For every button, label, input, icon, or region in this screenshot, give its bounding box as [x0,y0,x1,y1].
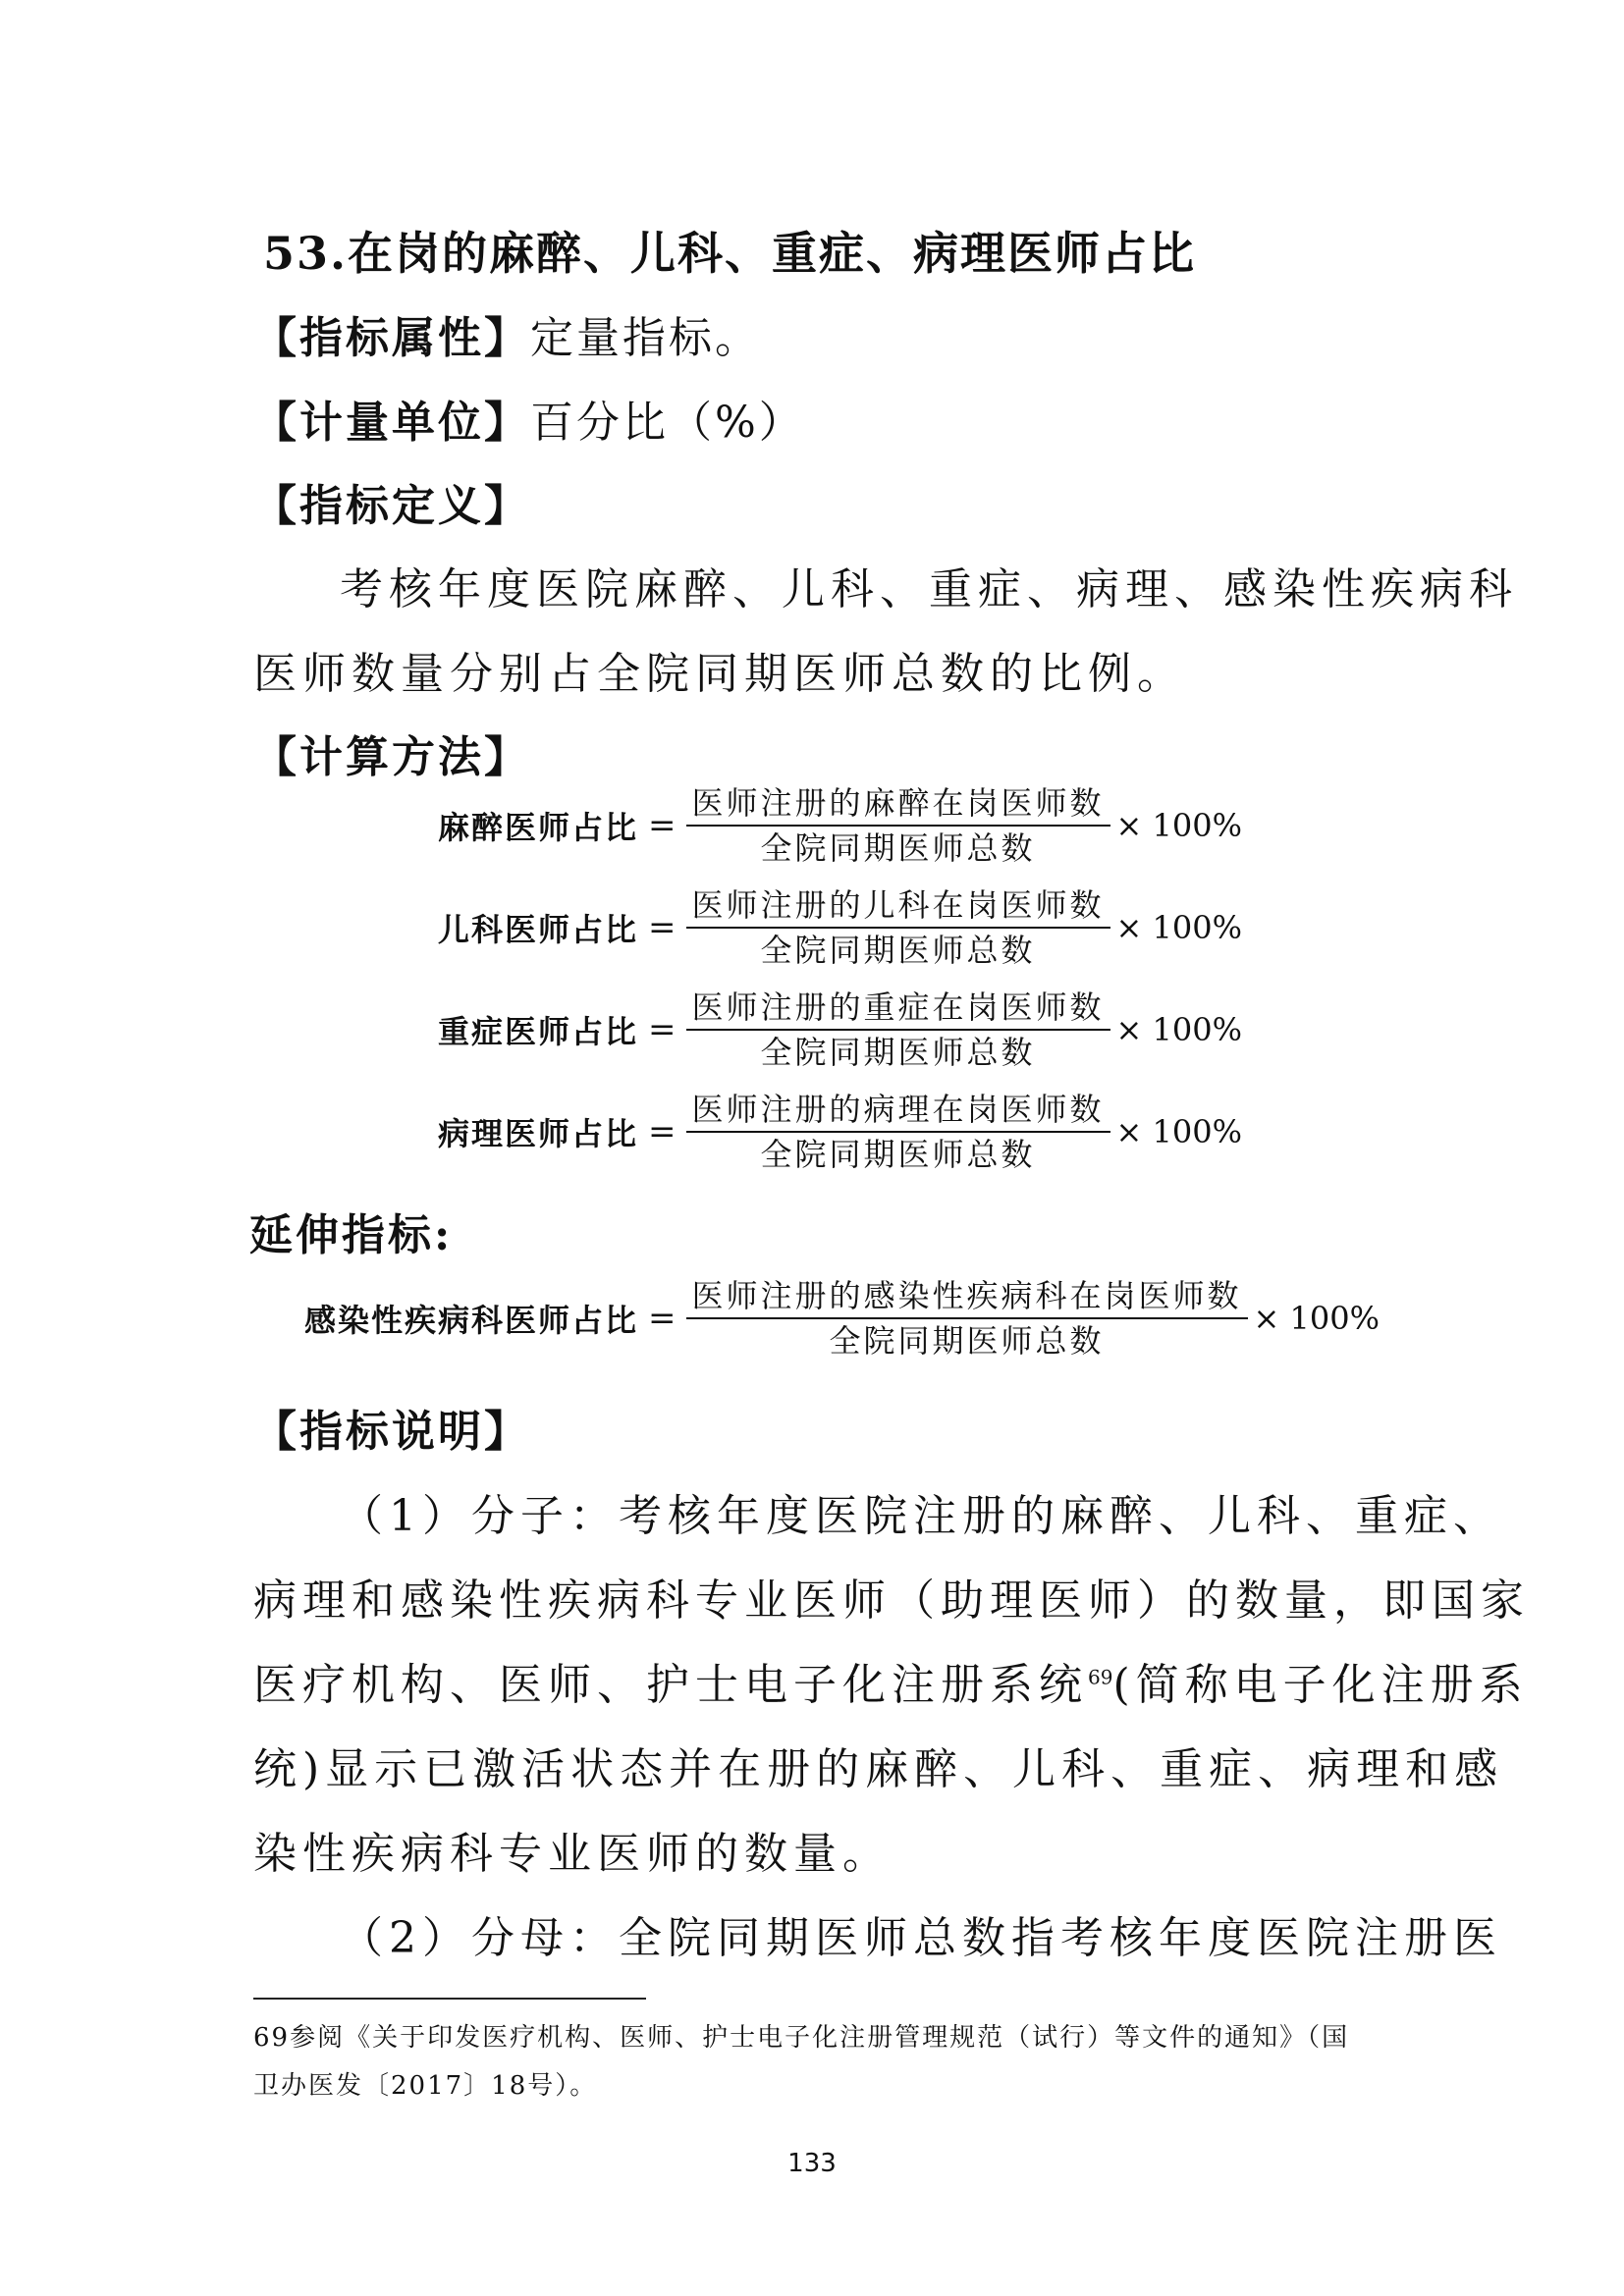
fraction [686,883,1110,972]
definition-line-1: 考核年度医院麻醉、儿科、重症、病理、感染性疾病科 [340,564,1518,614]
multiplier: × 100% [1115,1011,1242,1048]
footnote-line-1: 69参阅《关于印发医疗机构、医师、护士电子化注册管理规范（试行）等文件的通知》（国 [253,2023,1350,2053]
equals-sign: = [648,806,677,845]
fraction-denominator: 全院同期医师总数 [760,829,1036,867]
fraction-numerator: 医师注册的病理在岗医师数 [686,1088,1110,1133]
field-attribute [253,302,761,365]
fraction-numerator: 医师注册的感染性疾病科在岗医师数 [686,1274,1248,1319]
equals-sign: = [648,1112,677,1151]
fraction-denominator: 全院同期医师总数 [760,1034,1036,1071]
fraction-numerator: 医师注册的儿科在岗医师数 [686,883,1110,929]
fraction [686,1274,1248,1362]
fraction [686,781,1110,870]
attribute-value: 定量指标。 [530,313,761,363]
fraction [686,1088,1110,1176]
notes-text: 医疗机构、医师、护士电子化注册系统 [253,1660,1088,1710]
formula-pediatrics [438,883,1242,972]
field-definition [253,470,530,533]
multiplier: × 100% [1253,1300,1380,1337]
equals-sign: = [648,1299,677,1338]
unit-value: 百分比（%） [530,398,805,448]
formula-label: 感染性疾病科医师占比 [304,1302,639,1339]
notes-label: 【指标说明】 [253,1407,530,1457]
equals-sign: = [648,908,677,947]
formula-label: 儿科医师占比 [438,911,639,948]
fraction-denominator: 全院同期医师总数 [760,932,1036,969]
method-label: 【计算方法】 [253,732,530,782]
footnote-divider [253,1998,646,2000]
notes-p2-line-1: （2）分母：全院同期医师总数指考核年度医院注册医 [340,1913,1502,1963]
multiplier: × 100% [1115,909,1242,946]
unit-label: 【计量单位】 [253,398,530,448]
section-title: 53.在岗的麻醉、儿科、重症、病理医师占比 [263,227,1197,280]
formula-critical-care [438,986,1242,1074]
fraction-denominator: 全院同期医师总数 [760,1136,1036,1173]
multiplier: × 100% [1115,807,1242,844]
field-unit [253,387,805,450]
formula-label: 病理医师占比 [438,1115,639,1152]
footnote-line-2: 卫办医发〔2017〕18号）。 [253,2071,598,2101]
notes-p1-line-3 [253,1649,1529,1712]
notes-text: (简称电子化注册系 [1112,1660,1529,1710]
notes-p1-line-2: 病理和感染性疾病科专业医师（助理医师）的数量，即国家 [253,1575,1530,1626]
fraction-numerator: 医师注册的麻醉在岗医师数 [686,781,1110,827]
page-number: 133 [787,2149,837,2178]
extension-heading: 延伸指标: [249,1210,454,1260]
equals-sign: = [648,1010,677,1049]
attribute-label: 【指标属性】 [253,313,530,363]
notes-p1-line-1: （1）分子：考核年度医院注册的麻醉、儿科、重症、 [340,1491,1502,1541]
footnote-reference[interactable]: 69 [1088,1665,1113,1689]
fraction-numerator: 医师注册的重症在岗医师数 [686,986,1110,1031]
notes-p1-line-4: 统)显示已激活状态并在册的麻醉、儿科、重症、病理和感 [253,1744,1504,1794]
definition-line-2: 医师数量分别占全院同期医师总数的比例。 [253,649,1186,699]
formula-label: 重症医师占比 [438,1013,639,1050]
fraction-denominator: 全院同期医师总数 [829,1322,1105,1360]
formula-anesthesia [438,781,1242,870]
definition-label: 【指标定义】 [253,481,530,531]
fraction [686,986,1110,1074]
formula-pathology [438,1088,1242,1176]
formula-infectious-disease [304,1274,1380,1362]
multiplier: × 100% [1115,1113,1242,1150]
field-notes [253,1396,530,1459]
formula-label: 麻醉医师占比 [438,809,639,846]
notes-p1-line-5: 染性疾病科专业医师的数量。 [253,1829,892,1879]
field-method [253,721,530,784]
